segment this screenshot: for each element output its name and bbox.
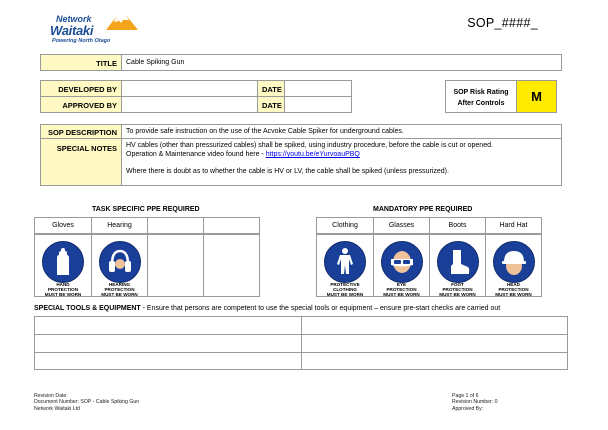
title-label-cell [40, 54, 122, 71]
video-link[interactable]: https://youtu.be/eYurvoauPBQ [265, 151, 360, 158]
footer-company: Network Waitaki Ltd [34, 405, 80, 412]
date-label-cell-2 [257, 96, 285, 113]
task-ppe-header-hearing: Hearing [91, 217, 148, 234]
date-label-1: DATE [262, 85, 282, 94]
special-tools-table [34, 316, 568, 370]
boots-caption-line3: MUST BE WORN [439, 292, 476, 298]
title-label: TITLE [96, 59, 117, 68]
risk-rating-label: SOP Risk Rating [453, 89, 509, 96]
clothing-caption-line2: CLOTHING [333, 287, 357, 293]
risk-rating-label-cell [445, 80, 517, 113]
clothing-caption-line1: PROTECTIVE [330, 282, 360, 287]
special-tools-heading-line [34, 305, 500, 312]
description-value: To provide safe instruction on the use of the Acvoke Cable Spiker for underground cables. [126, 128, 404, 135]
developed-date-field[interactable] [284, 80, 352, 97]
boots-caption-line2: PROTECTION [442, 287, 473, 293]
logo-line2: Waitaki [50, 23, 94, 38]
glasses-caption-line3: MUST BE WORN [383, 292, 420, 298]
footer-page: Page 1 of 6 [452, 393, 479, 399]
hard-hat-icon [493, 241, 535, 283]
gloves-icon [42, 241, 84, 283]
mandatory-ppe-cell-clothing [316, 234, 374, 297]
task-ppe-cell-empty-1 [147, 234, 204, 297]
title-value: Cable Spiking Gun [126, 59, 185, 66]
mandatory-ppe-header-clothing: Clothing [316, 217, 374, 234]
clothing-caption [317, 282, 373, 298]
ear-defenders-icon [99, 241, 141, 283]
tools-cell[interactable] [34, 352, 302, 370]
mandatory-ppe-cell-glasses [373, 234, 430, 297]
risk-rating-sublabel: After Controls [457, 100, 505, 107]
task-ppe-cell-hearing [91, 234, 148, 297]
approved-date-field[interactable] [284, 96, 352, 113]
goggles-icon [381, 241, 423, 283]
mandatory-ppe-grid [316, 217, 542, 297]
task-ppe-header-empty-1 [147, 217, 204, 234]
task-ppe-cell-empty-2 [203, 234, 260, 297]
approved-by-label: APPROVED BY [62, 101, 117, 110]
notes-line2-prefix: Operation & Maintenance video found here - [126, 151, 266, 158]
hard-hat-caption-line1: HEAD [506, 282, 521, 287]
logo-tagline: Powering North Otago [52, 38, 111, 44]
task-ppe-title: TASK SPECIFIC PPE REQUIRED [92, 206, 200, 213]
notes-label-cell [40, 138, 122, 186]
notes-line1: HV cables (other than pressurized cables) shall be spiked, using industry procedure, before the cable is cut or opened. [126, 142, 493, 149]
special-tools-note: - Ensure that persons are competent to use the special tools or equipment – ensure pre-start checks are carried out [140, 305, 501, 312]
notes-label: SPECIAL NOTES [56, 144, 117, 153]
gloves-caption [35, 282, 91, 298]
mandatory-ppe-header-hard-hat: Hard Hat [485, 217, 542, 234]
risk-rating-value: M [531, 89, 542, 104]
date-label-2: DATE [262, 101, 282, 110]
title-value-cell [121, 54, 562, 71]
boots-caption-line1: FOOT [451, 282, 464, 287]
logo-line1: Network [56, 14, 92, 24]
task-ppe-header-empty-2 [203, 217, 260, 234]
task-ppe-grid [34, 217, 260, 297]
hearing-caption [92, 282, 147, 298]
tools-cell[interactable] [301, 316, 568, 335]
date-label-cell-1 [257, 80, 285, 97]
task-ppe-header-gloves: Gloves [34, 217, 92, 234]
tools-cell[interactable] [301, 352, 568, 370]
tools-cell[interactable] [301, 334, 568, 353]
gloves-caption-line2: PROTECTION [47, 287, 79, 293]
hard-hat-caption [486, 282, 541, 298]
sop-number: SOP_####_ [467, 16, 538, 30]
footer-revision-date: Revision Date: [34, 393, 68, 399]
footer-right [452, 393, 498, 412]
boot-icon [437, 241, 479, 283]
approved-by-field[interactable] [121, 96, 258, 113]
footer-approved-by: Approved By: [452, 405, 484, 412]
developed-by-field[interactable] [121, 80, 258, 97]
boots-caption [430, 282, 485, 298]
gloves-caption-line1: HAND [56, 282, 70, 287]
mandatory-ppe-header-boots: Boots [429, 217, 486, 234]
gloves-caption-line3: MUST BE WORN [44, 292, 82, 298]
task-ppe-cell-gloves [34, 234, 92, 297]
mountain-logo-icon [106, 12, 138, 32]
description-label-cell [40, 124, 122, 139]
hearing-caption-line1: HEARING [108, 282, 131, 287]
hard-hat-caption-line2: PROTECTION [498, 287, 529, 293]
mandatory-ppe-header-glasses: Glasses [373, 217, 430, 234]
developed-by-label-cell [40, 80, 122, 97]
notes-value-cell [121, 138, 562, 186]
notes-line2 [126, 151, 360, 158]
hearing-caption-line3: MUST BE WORN [101, 292, 138, 298]
notes-line3: Where there is doubt as to whether the cable is HV or LV, the cable shall be spiked (unless pressurized). [126, 168, 449, 175]
footer-document-number: Document Number: SOP - Cable Spiking Gun [34, 399, 140, 406]
risk-rating-value-cell [516, 80, 557, 113]
company-logo [46, 14, 136, 50]
glasses-caption-line2: PROTECTION [386, 287, 417, 293]
developed-by-label: DEVELOPED BY [58, 85, 117, 94]
mandatory-ppe-cell-boots [429, 234, 486, 297]
special-tools-heading: SPECIAL TOOLS & EQUIPMENT [34, 305, 141, 312]
footer-revision-number: Revision Number: 0 [452, 399, 498, 406]
approved-by-label-cell [40, 96, 122, 113]
description-value-cell [121, 124, 562, 139]
glasses-caption-line1: EYE [396, 282, 407, 287]
clothing-caption-line3: MUST BE WORN [326, 292, 364, 298]
coverall-icon [324, 241, 366, 283]
hearing-caption-line2: PROTECTION [104, 287, 135, 293]
hard-hat-caption-line3: MUST BE WORN [495, 292, 532, 298]
mandatory-ppe-title: MANDATORY PPE REQUIRED [373, 206, 473, 213]
footer-left [34, 393, 139, 412]
tools-cell[interactable] [34, 334, 302, 353]
tools-cell[interactable] [34, 316, 302, 335]
mandatory-ppe-cell-hard-hat [485, 234, 542, 297]
glasses-caption [374, 282, 429, 298]
description-label: SOP DESCRIPTION [47, 128, 117, 137]
